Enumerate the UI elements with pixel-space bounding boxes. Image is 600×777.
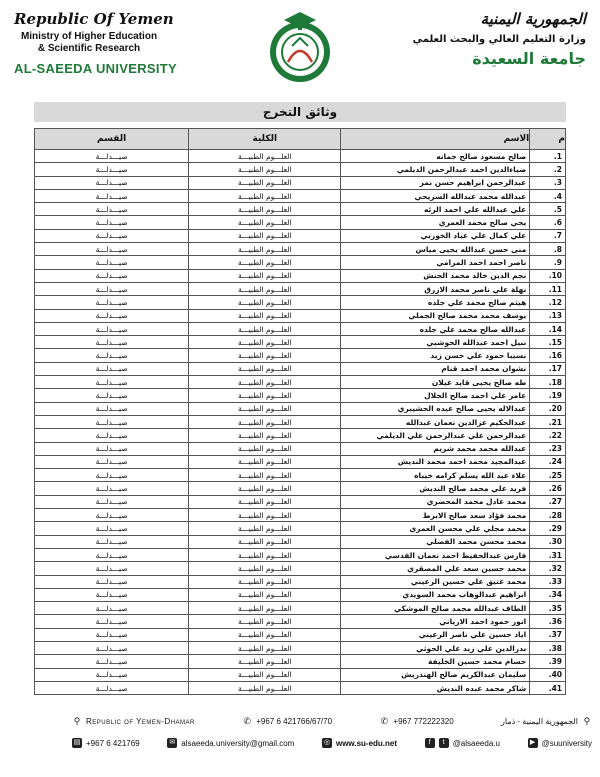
web-icon: ◎ [323,739,331,746]
footer-phone1: ✆ +967 6 421766/67/70 [243,716,333,726]
row-number: 2. [530,163,566,176]
department-name: صيـــدلـــة [35,389,189,402]
college-name: العلـــوم الطبيـــة [189,150,341,163]
ministry-en-line2: & Scientific Research [37,43,141,54]
row-number: 25. [530,469,566,482]
university-logo [264,10,336,86]
table-row [35,562,566,575]
college-name: العلـــوم الطبيـــة [189,681,341,694]
footer-location-ar: الجمهورية اليمنية - ذمار ⚲ [501,716,591,726]
department-name: صيـــدلـــة [35,495,189,508]
location-pin-icon: ⚲ [583,716,591,726]
department-name: صيـــدلـــة [35,163,189,176]
university-ar: جامعة السعيدة [472,49,586,68]
college-name: العلـــوم الطبيـــة [189,376,341,389]
department-name: صيـــدلـــة [35,522,189,535]
student-name: نهلة علي ناصر محمد الازرق [341,282,530,295]
department-name: صيـــدلـــة [35,362,189,375]
student-name: شاكر محمد عبده النديش [341,681,530,694]
student-name: محمد حسين سعد علي المصقري [341,562,530,575]
department-name: صيـــدلـــة [35,349,189,362]
student-name: محمد عادل محمد المحضري [341,495,530,508]
footer-email[interactable]: ✉ alsaeeda.university@gmail.com [167,738,294,748]
table-row [35,216,566,229]
row-number: 32. [530,562,566,575]
student-name: اياد حسين علي ناصر الرعيني [341,628,530,641]
college-name: العلـــوم الطبيـــة [189,402,341,415]
footer-line-1 [72,716,592,726]
college-name: العلـــوم الطبيـــة [189,641,341,654]
college-name: العلـــوم الطبيـــة [189,482,341,495]
student-name: محمد عتيق علي حسين الرعيني [341,575,530,588]
department-name: صيـــدلـــة [35,562,189,575]
row-number: 19. [530,389,566,402]
student-name: عبدالرحمن ابراهيم حسن نمر [341,176,530,189]
row-number: 23. [530,442,566,455]
student-name: هيثم صالح محمد علي جلده [341,296,530,309]
college-name: العلـــوم الطبيـــة [189,282,341,295]
youtube-icon: ▶ [528,738,538,748]
table-row [35,176,566,189]
table-row [35,282,566,295]
row-number: 24. [530,455,566,468]
department-name: صيـــدلـــة [35,402,189,415]
row-number: 17. [530,362,566,375]
row-number: 36. [530,615,566,628]
row-number: 40. [530,668,566,681]
student-name: عبدالله محمد عبدالله السريحي [341,189,530,202]
college-name: العلـــوم الطبيـــة [189,216,341,229]
student-name: الطاف عبدالله محمد صالح الموشكي [341,602,530,615]
table-row [35,588,566,601]
department-name: صيـــدلـــة [35,442,189,455]
college-name: العلـــوم الطبيـــة [189,349,341,362]
row-number: 34. [530,588,566,601]
student-name: نبيل احمد عبدالله الحوشبي [341,336,530,349]
student-name: علي كمال علي عباد الخوربي [341,229,530,242]
table-row [35,535,566,548]
student-name: محمد محسن محمد الفضلي [341,535,530,548]
department-name: صيـــدلـــة [35,203,189,216]
row-number: 39. [530,655,566,668]
table-row [35,548,566,561]
student-name: عبدالله محمد محمد شريم [341,442,530,455]
table-row [35,455,566,468]
table-row [35,229,566,242]
student-name: حسام محمد حسين الخليفة [341,655,530,668]
department-name: صيـــدلـــة [35,548,189,561]
college-name: العلـــوم الطبيـــة [189,362,341,375]
footer-fax: ▤ +967 6 421769 [73,738,140,748]
republic-ar: الجمهورية اليمنية [480,10,586,28]
table-row [35,522,566,535]
table-row [35,509,566,522]
location-pin-icon: ⚲ [73,716,81,726]
college-name: العلـــوم الطبيـــة [189,588,341,601]
student-name: فريد علي محمد صالح النديش [341,482,530,495]
department-name: صيـــدلـــة [35,429,189,442]
department-name: صيـــدلـــة [35,509,189,522]
row-number: 27. [530,495,566,508]
department-name: صيـــدلـــة [35,189,189,202]
row-number: 5. [530,203,566,216]
table-row [35,163,566,176]
student-name: عامر علي احمد صالح الجلال [341,389,530,402]
department-name: صيـــدلـــة [35,216,189,229]
table-row [35,655,566,668]
department-name: صيـــدلـــة [35,602,189,615]
department-name: صيـــدلـــة [35,455,189,468]
student-name: منى حسن عبدالله يحيى مياس [341,243,530,256]
graduates-table [34,128,566,695]
fax-icon: ▤ [73,739,81,746]
college-name: العلـــوم الطبيـــة [189,442,341,455]
university-en: AL-SAEEDA UNIVERSITY [14,61,177,76]
college-name: العلـــوم الطبيـــة [189,548,341,561]
row-number: 8. [530,243,566,256]
department-name: صيـــدلـــة [35,243,189,256]
table-row [35,641,566,654]
row-number: 18. [530,376,566,389]
department-name: صيـــدلـــة [35,256,189,269]
department-name: صيـــدلـــة [35,296,189,309]
footer-website[interactable]: ◎ www.su-edu.net [323,738,398,748]
row-number: 7. [530,229,566,242]
mobile-icon: ✆ [380,716,389,726]
ministry-en [14,31,164,55]
college-name: العلـــوم الطبيـــة [189,535,341,548]
department-name: صيـــدلـــة [35,482,189,495]
row-number: 26. [530,482,566,495]
row-number: 1. [530,150,566,163]
student-name: يوسف محمد محمد صالح الجملي [341,309,530,322]
student-name: طه صالح يحيى قايد غيلان [341,376,530,389]
table-row [35,336,566,349]
student-name: محمد مجلي علي محسن العمري [341,522,530,535]
student-name: عبدالله صالح محمد علي جلده [341,322,530,335]
department-name: صيـــدلـــة [35,641,189,654]
department-name: صيـــدلـــة [35,575,189,588]
row-number: 38. [530,641,566,654]
student-name: ضياءالدين احمد عبدالرحمن الديلمي [341,163,530,176]
college-name: العلـــوم الطبيـــة [189,269,341,282]
row-number: 15. [530,336,566,349]
col-header-college: الكلية [189,129,341,150]
email-icon: ✉ [167,738,177,748]
table-row [35,389,566,402]
department-name: صيـــدلـــة [35,229,189,242]
department-name: صيـــدلـــة [35,615,189,628]
department-name: صيـــدلـــة [35,176,189,189]
college-name: العلـــوم الطبيـــة [189,296,341,309]
footer-social1[interactable]: f t @alsaeeda.u [425,738,500,748]
department-name: صيـــدلـــة [35,628,189,641]
college-name: العلـــوم الطبيـــة [189,455,341,468]
student-name: سليمان عبدالكريم صالح الهندريش [341,668,530,681]
student-name: ناصر احمد احمد المرامي [341,256,530,269]
col-header-department: القسم [35,129,189,150]
table-row [35,309,566,322]
row-number: 41. [530,681,566,694]
college-name: العلـــوم الطبيـــة [189,655,341,668]
table-row [35,402,566,415]
table-row [35,296,566,309]
department-name: صيـــدلـــة [35,469,189,482]
table-row [35,628,566,641]
college-name: العلـــوم الطبيـــة [189,562,341,575]
ministry-en-line1: Ministry of Higher Education [20,31,158,42]
table-row [35,415,566,428]
row-number: 11. [530,282,566,295]
college-name: العلـــوم الطبيـــة [189,309,341,322]
table-row [35,349,566,362]
college-name: العلـــوم الطبيـــة [189,229,341,242]
college-name: العلـــوم الطبيـــة [189,509,341,522]
row-number: 20. [530,402,566,415]
header-english [14,10,204,76]
department-name: صيـــدلـــة [35,655,189,668]
college-name: العلـــوم الطبيـــة [189,628,341,641]
student-name: علي عبدالله علي احمد الرئه [341,203,530,216]
phone-icon: ✆ [243,716,251,726]
student-name: عبدالحكيم عزالدين نعمان عبدالله [341,415,530,428]
table-row [35,243,566,256]
table-row [35,189,566,202]
student-name: فارس عبدالحفيظ احمد نعمان القدسي [341,548,530,561]
college-name: العلـــوم الطبيـــة [189,668,341,681]
college-name: العلـــوم الطبيـــة [189,243,341,256]
row-number: 14. [530,322,566,335]
table-row [35,681,566,694]
college-name: العلـــوم الطبيـــة [189,415,341,428]
department-name: صيـــدلـــة [35,415,189,428]
table-row [35,269,566,282]
header-arabic [386,10,586,68]
college-name: العلـــوم الطبيـــة [189,256,341,269]
table-row [35,442,566,455]
row-number: 12. [530,296,566,309]
student-name: صالح مسعود صالح جمانه [341,150,530,163]
student-name: بدرالدين علي زيد علي الحوثي [341,641,530,654]
department-name: صيـــدلـــة [35,309,189,322]
department-name: صيـــدلـــة [35,150,189,163]
table-row [35,376,566,389]
college-name: العلـــوم الطبيـــة [189,602,341,615]
table-row [35,575,566,588]
twitter-icon: t [439,738,449,748]
college-name: العلـــوم الطبيـــة [189,203,341,216]
table-row [35,150,566,163]
department-name: صيـــدلـــة [35,322,189,335]
row-number: 22. [530,429,566,442]
student-name: عبدالاله يحيى صالح عبده الحشيبري [341,402,530,415]
table-row [35,429,566,442]
republic-en: Republic Of Yemen [14,10,174,28]
student-name: محمد فؤاد سعد صالح الابرط [341,509,530,522]
college-name: العلـــوم الطبيـــة [189,336,341,349]
student-name: نسيبا حمود علي حسن زيد [341,349,530,362]
table-row [35,322,566,335]
row-number: 10. [530,269,566,282]
footer-location-en: ⚲ Republic of Yemen-Dhamar [73,716,195,726]
document-title: وثائق التخرج [34,102,566,122]
department-name: صيـــدلـــة [35,681,189,694]
table-row [35,602,566,615]
table-row [35,203,566,216]
row-number: 29. [530,522,566,535]
college-name: العلـــوم الطبيـــة [189,522,341,535]
row-number: 4. [530,189,566,202]
footer-social2[interactable]: ▶ @suuniversity [528,738,592,748]
student-name: انور حمود احمد الارياني [341,615,530,628]
college-name: العلـــوم الطبيـــة [189,469,341,482]
table-row [35,256,566,269]
department-name: صيـــدلـــة [35,282,189,295]
college-name: العلـــوم الطبيـــة [189,163,341,176]
department-name: صيـــدلـــة [35,269,189,282]
footer-phone2: ✆ +967 772222320 [380,716,454,726]
table-row [35,495,566,508]
row-number: 3. [530,176,566,189]
student-name: يحي صالح محمد العمري [341,216,530,229]
college-name: العلـــوم الطبيـــة [189,176,341,189]
college-name: العلـــوم الطبيـــة [189,322,341,335]
footer-line-2 [72,738,592,748]
facebook-icon: f [425,738,435,748]
row-number: 37. [530,628,566,641]
college-name: العلـــوم الطبيـــة [189,495,341,508]
student-name: علاء عبد الله يسلم كرامه خيباه [341,469,530,482]
student-name: عبدالرحمن علي عبدالرحمن علي الديلمي [341,429,530,442]
row-number: 21. [530,415,566,428]
col-header-name: الاسم [341,129,530,150]
department-name: صيـــدلـــة [35,535,189,548]
college-name: العلـــوم الطبيـــة [189,615,341,628]
student-name: ابراهيم عبدالوهاب محمد السويدي [341,588,530,601]
row-number: 13. [530,309,566,322]
row-number: 35. [530,602,566,615]
table-row [35,469,566,482]
college-name: العلـــوم الطبيـــة [189,189,341,202]
department-name: صيـــدلـــة [35,376,189,389]
student-name: عبدالمجيد محمد احمد محمد النديش [341,455,530,468]
department-name: صيـــدلـــة [35,588,189,601]
student-name: نجم الدين خالد محمد الحنش [341,269,530,282]
college-name: العلـــوم الطبيـــة [189,429,341,442]
ministry-ar: وزارة التعليم العالي والبحث العلمي [412,34,586,45]
table-row [35,362,566,375]
row-number: 30. [530,535,566,548]
table-header-row [35,129,566,150]
row-number: 9. [530,256,566,269]
row-number: 16. [530,349,566,362]
table-row [35,482,566,495]
table-body [35,150,566,695]
table-row [35,668,566,681]
col-header-number: م [530,129,566,150]
row-number: 6. [530,216,566,229]
row-number: 31. [530,548,566,561]
college-name: العلـــوم الطبيـــة [189,575,341,588]
department-name: صيـــدلـــة [35,336,189,349]
row-number: 33. [530,575,566,588]
student-name: نشوان محمد احمد قنام [341,362,530,375]
college-name: العلـــوم الطبيـــة [189,389,341,402]
table-row [35,615,566,628]
department-name: صيـــدلـــة [35,668,189,681]
row-number: 28. [530,509,566,522]
footer [0,704,600,777]
